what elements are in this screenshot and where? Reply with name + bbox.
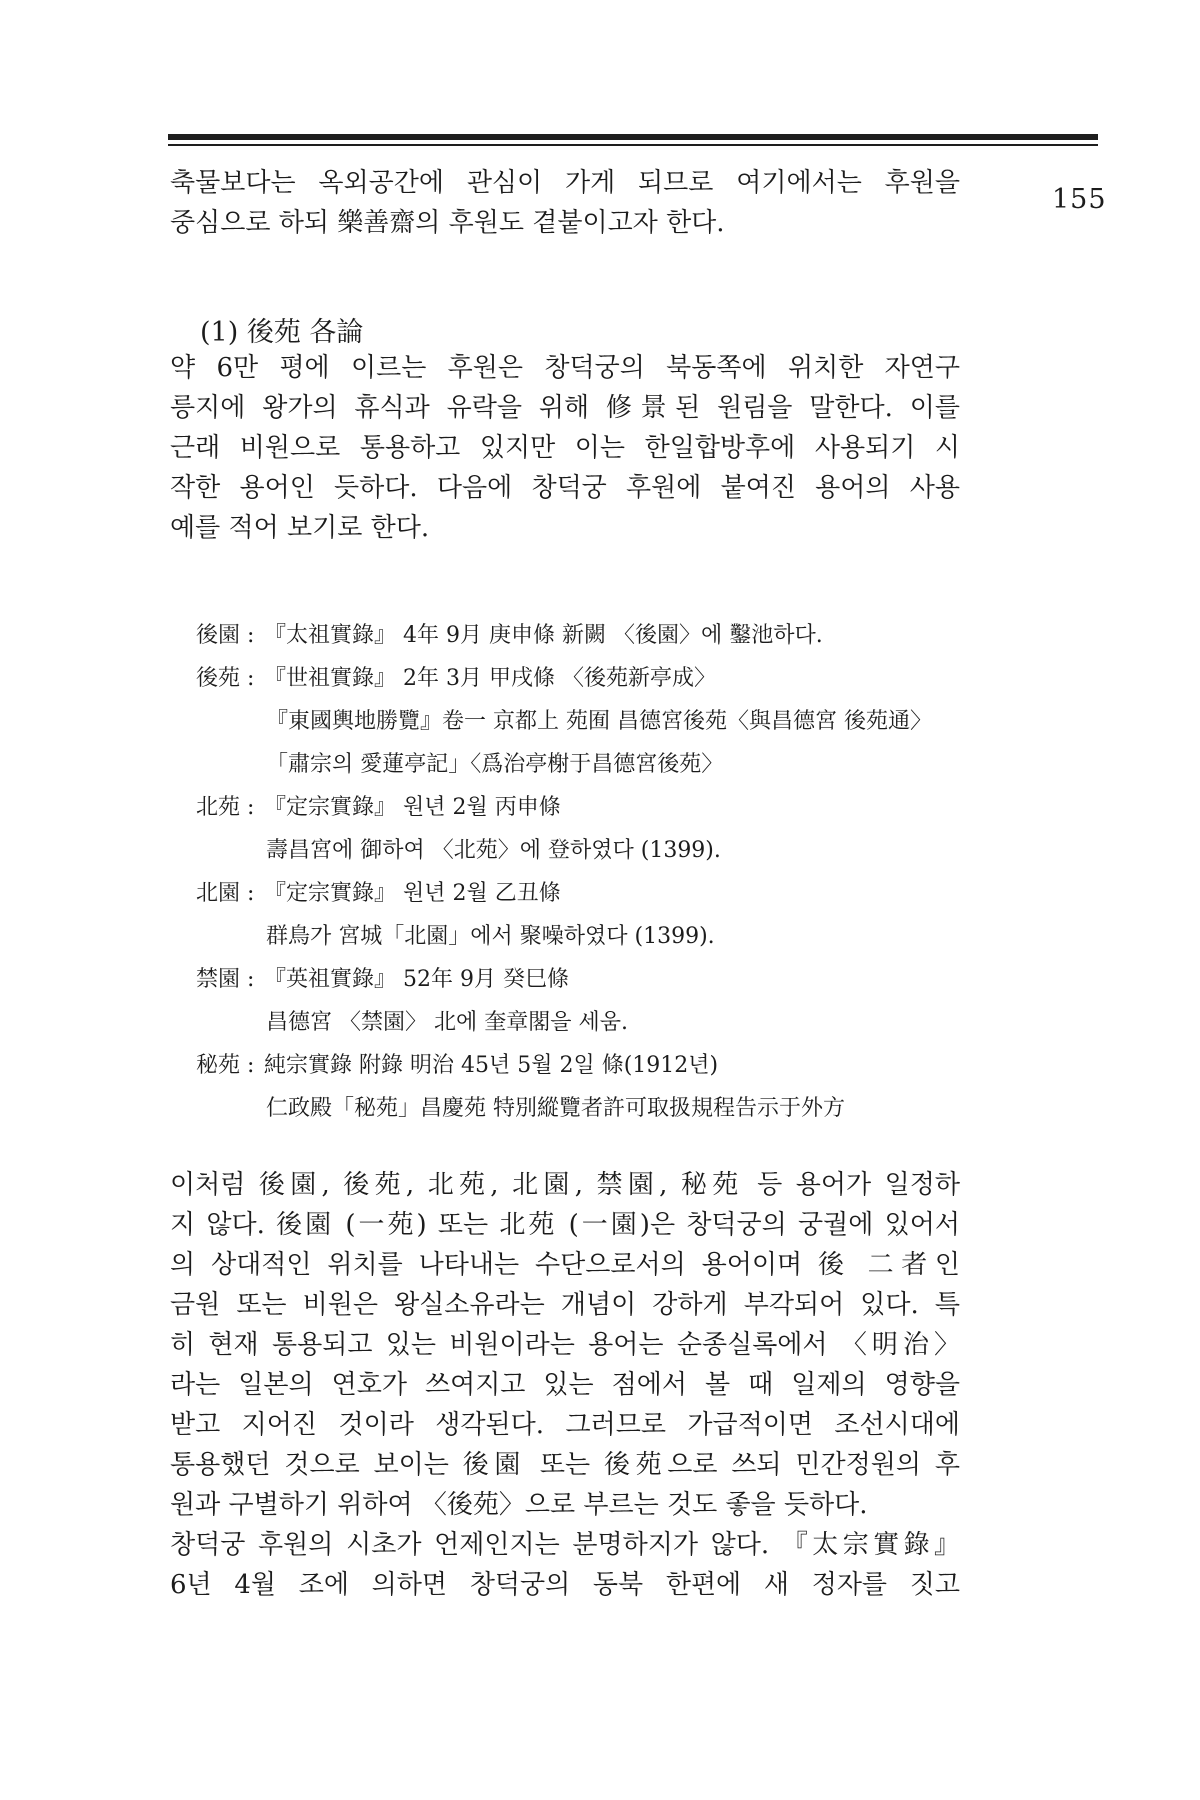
reference-label: 北苑 : (196, 795, 255, 820)
text-line: 약 6만 평에 이르는 후원은 창덕궁의 북동쪽에 위치한 자연구 (170, 353, 960, 383)
reference-entry (196, 743, 976, 786)
reference-text: 仁政殿「秘苑」昌慶苑 特別縱覽者許可取扱規程告示于外方 (266, 1096, 845, 1121)
text-line: 라는 일본의 연호가 쓰여지고 있는 점에서 볼 때 일제의 영향을 (170, 1370, 960, 1400)
section-heading: (1) 後苑 各論 (200, 317, 364, 348)
paragraph-2 (170, 1165, 960, 1525)
reference-entry (196, 1001, 976, 1044)
reference-text: 『定宗實錄』 원년 2월 丙申條 (264, 795, 561, 820)
text-line: 릉지에 왕가의 휴식과 유락을 위해 修景된 원림을 말한다. 이를 (170, 393, 960, 423)
reference-text: 「肅宗의 愛蓮亭記」〈爲治亭榭于昌德宮後苑〉 (266, 752, 724, 777)
text-line: 축물보다는 옥외공간에 관심이 가게 되므로 여기에서는 후원을 (170, 168, 960, 198)
reference-entry (196, 614, 976, 657)
reference-text: 昌德宮 〈禁園〉 北에 奎章閣을 세움. (266, 1010, 628, 1035)
reference-entry (196, 829, 976, 872)
text-line: 원과 구별하기 위하여 〈後苑〉으로 부르는 것도 좋을 듯하다. (170, 1490, 868, 1520)
reference-entry (196, 958, 976, 1001)
reference-text: 『定宗實錄』 원년 2월 乙丑條 (264, 881, 561, 906)
reference-entry (196, 657, 976, 700)
reference-text: 壽昌宮에 御하여 〈北苑〉에 登하였다 (1399). (266, 838, 721, 863)
reference-entry (196, 872, 976, 915)
reference-text: 『太祖實錄』 4年 9月 庚申條 新闕 〈後園〉에 鑿池하다. (264, 623, 823, 648)
intro-paragraph (170, 163, 960, 243)
reference-text: 『東國輿地勝覽』卷一 京都上 苑囿 昌德宮後苑〈與昌德宮 後苑通〉 (266, 709, 932, 734)
text-line: 지 않다. 後園 (一苑) 또는 北苑 (一園)은 창덕궁의 궁궐에 있어서 (170, 1210, 960, 1240)
paragraph-1 (170, 348, 960, 548)
text-line: 창덕궁 후원의 시초가 언제인지는 분명하지가 않다. 『太宗實錄』 (170, 1530, 960, 1560)
text-line: 받고 지어진 것이라 생각된다. 그러므로 가급적이면 조선시대에 (170, 1410, 960, 1440)
reference-entry (196, 700, 976, 743)
text-line: 이처럼 後園, 後苑, 北苑, 北園, 禁園, 秘苑 등 용어가 일정하 (170, 1170, 960, 1200)
reference-text: 『世祖實錄』 2年 3月 甲戌條 〈後苑新亭成〉 (264, 666, 716, 691)
reference-label: 禁園 : (196, 967, 255, 992)
reference-label: 後苑 : (196, 666, 255, 691)
header-rule-thick (168, 134, 1098, 140)
reference-entry (196, 786, 976, 829)
reference-label: 後園 : (196, 623, 255, 648)
paragraph-3 (170, 1525, 960, 1605)
reference-label: 北園 : (196, 881, 255, 906)
text-line: 근래 비원으로 통용하고 있지만 이는 한일합방후에 사용되기 시 (170, 433, 960, 463)
text-line: 중심으로 하되 樂善齋의 후원도 곁붙이고자 한다. (170, 208, 725, 238)
text-line: 예를 적어 보기로 한다. (170, 513, 430, 543)
reference-entry (196, 1087, 976, 1130)
text-line: 히 현재 통용되고 있는 비원이라는 용어는 순종실록에서 〈明治〉 (170, 1330, 960, 1360)
text-line: 금원 또는 비원은 왕실소유라는 개념이 강하게 부각되어 있다. 특 (170, 1290, 960, 1320)
header-rule-thin (168, 144, 1098, 146)
reference-text: 群鳥가 宮城「北園」에서 聚噪하였다 (1399). (266, 924, 715, 949)
page-number: 155 (1052, 184, 1107, 215)
text-line: 의 상대적인 위치를 나타내는 수단으로서의 용어이며 後 二者인 (170, 1250, 960, 1280)
text-line: 통용했던 것으로 보이는 後園 또는 後苑으로 쓰되 민간정원의 후 (170, 1450, 960, 1480)
text-line: 작한 용어인 듯하다. 다음에 창덕궁 후원에 붙여진 용어의 사용 (170, 473, 960, 503)
reference-text: 純宗實錄 附錄 明治 45년 5월 2일 條(1912년) (264, 1053, 719, 1078)
reference-entry (196, 915, 976, 958)
reference-entry (196, 1044, 976, 1087)
reference-label: 秘苑 : (196, 1053, 255, 1078)
reference-text: 『英祖實錄』 52年 9月 癸巳條 (264, 967, 569, 992)
reference-list (196, 614, 976, 1130)
text-line: 6년 4월 조에 의하면 창덕궁의 동북 한편에 새 정자를 짓고 (170, 1570, 960, 1600)
